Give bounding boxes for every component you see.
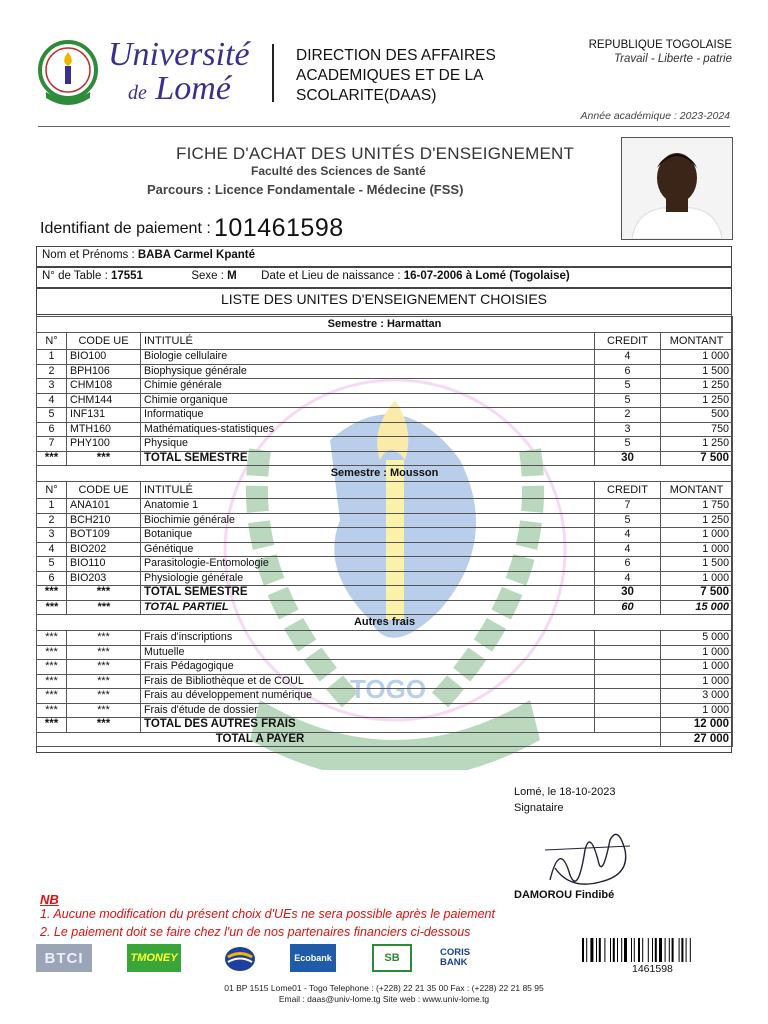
row-credit: 5 bbox=[595, 393, 661, 408]
row-code: PHY100 bbox=[67, 437, 141, 452]
republic-block bbox=[589, 38, 732, 66]
row-intitule: Chimie organique bbox=[141, 393, 595, 408]
total-code: *** bbox=[67, 586, 141, 601]
row-code: BPH106 bbox=[67, 364, 141, 379]
row-montant: 1 000 bbox=[661, 542, 733, 557]
col-no-header: N° bbox=[37, 333, 67, 350]
other-fees-title-row bbox=[37, 615, 733, 631]
row-montant: 1 000 bbox=[661, 350, 733, 365]
signataire-label: Signataire bbox=[514, 802, 564, 814]
row-intitule: Anatomie 1 bbox=[141, 499, 595, 514]
row-intitule: Physiologie générale bbox=[141, 571, 595, 586]
total-montant: 7 500 bbox=[661, 451, 733, 466]
fee-row bbox=[37, 645, 733, 660]
partner-btci-logo: BTCI bbox=[36, 944, 92, 972]
fee-code: *** bbox=[67, 660, 141, 675]
table-row bbox=[37, 379, 733, 394]
other-total-montant: 12 000 bbox=[661, 718, 733, 733]
row-code: BIO203 bbox=[67, 571, 141, 586]
row-intitule: Physique bbox=[141, 437, 595, 452]
fee-credit bbox=[595, 689, 661, 704]
table-header-row bbox=[37, 333, 733, 350]
table-header-row bbox=[37, 482, 733, 499]
fee-montant: 1 000 bbox=[661, 703, 733, 718]
table-row bbox=[37, 513, 733, 528]
signature-scribble bbox=[530, 820, 640, 900]
row-credit: 4 bbox=[595, 350, 661, 365]
total-no: *** bbox=[37, 451, 67, 466]
semester-title-row bbox=[37, 466, 733, 482]
row-no: 1 bbox=[37, 350, 67, 365]
footer-web: Email : daas@univ-lome.tg Site web : www.univ-lome.tg bbox=[278, 994, 490, 1004]
row-no: 4 bbox=[37, 393, 67, 408]
fee-credit bbox=[595, 703, 661, 718]
university-de: de bbox=[128, 82, 147, 104]
row-montant: 1 250 bbox=[661, 379, 733, 394]
other-fees-title: Autres frais bbox=[37, 615, 733, 631]
birth-label: Date et Lieu de naissance : bbox=[261, 270, 401, 282]
fee-code: *** bbox=[67, 674, 141, 689]
table-row bbox=[37, 499, 733, 514]
row-no: 1 bbox=[37, 499, 67, 514]
table-no: 17551 bbox=[110, 270, 143, 282]
fee-montant: 5 000 bbox=[661, 631, 733, 646]
fee-label: Frais au développement numérique bbox=[141, 689, 595, 704]
barcode-icon bbox=[582, 938, 730, 962]
fee-code: *** bbox=[67, 645, 141, 660]
col-credit-header: CREDIT bbox=[595, 482, 661, 499]
col-montant-header: MONTANT bbox=[661, 482, 733, 499]
university-line2: Lomé bbox=[155, 70, 231, 107]
fee-code: *** bbox=[67, 631, 141, 646]
fee-montant: 1 000 bbox=[661, 660, 733, 675]
university-name bbox=[108, 38, 250, 110]
header-rule bbox=[38, 126, 730, 127]
fee-row bbox=[37, 674, 733, 689]
other-total-code: *** bbox=[67, 718, 141, 733]
row-credit: 3 bbox=[595, 422, 661, 437]
table-no-label: N° de Table : bbox=[42, 270, 108, 282]
table-row bbox=[37, 350, 733, 365]
fee-label: Frais de Bibliothèque et de COUL bbox=[141, 674, 595, 689]
partial-code: *** bbox=[67, 600, 141, 615]
row-code: BOT109 bbox=[67, 528, 141, 543]
nb-line-1: 1. Aucune modification du présent choix d'UEs ne sera possible après le paiement bbox=[40, 907, 495, 921]
total-label: TOTAL SEMESTRE bbox=[141, 451, 595, 466]
row-code: ANA101 bbox=[67, 499, 141, 514]
row-montant: 500 bbox=[661, 408, 733, 423]
total-montant: 7 500 bbox=[661, 586, 733, 601]
row-intitule: Parasitologie-Entomologie bbox=[141, 557, 595, 572]
partner-tmoney-logo: TMONEY bbox=[127, 944, 181, 972]
col-code-header: CODE UE bbox=[67, 482, 141, 499]
table-row bbox=[37, 528, 733, 543]
nb-line-2: 2. Le paiement doit se faire chez l'un de nos partenaires financiers ci-dessous bbox=[40, 925, 471, 939]
fee-label: Frais d'inscriptions bbox=[141, 631, 595, 646]
fee-code: *** bbox=[67, 703, 141, 718]
faculty-name: Faculté des Sciences de Santé bbox=[251, 164, 426, 178]
fee-row bbox=[37, 631, 733, 646]
row-intitule: Mathématiques-statistiques bbox=[141, 422, 595, 437]
row-code: INF131 bbox=[67, 408, 141, 423]
fee-no: *** bbox=[37, 674, 67, 689]
footer-contact: 01 BP 1515 Lome01 - Togo Telephone : (+228) 22 21 35 00 Fax : (+228) 22 21 85 95 bbox=[224, 983, 544, 993]
university-line1: Université bbox=[108, 36, 250, 73]
ue-table bbox=[36, 316, 733, 747]
row-credit: 6 bbox=[595, 364, 661, 379]
row-credit: 6 bbox=[595, 557, 661, 572]
row-no: 3 bbox=[37, 528, 67, 543]
row-code: BIO110 bbox=[67, 557, 141, 572]
row-credit: 7 bbox=[595, 499, 661, 514]
table-row bbox=[37, 364, 733, 379]
row-montant: 1 250 bbox=[661, 437, 733, 452]
row-intitule: Informatique bbox=[141, 408, 595, 423]
row-montant: 750 bbox=[661, 422, 733, 437]
fee-label: Frais d'étude de dossier bbox=[141, 703, 595, 718]
row-credit: 5 bbox=[595, 513, 661, 528]
fee-no: *** bbox=[37, 631, 67, 646]
row-credit: 4 bbox=[595, 571, 661, 586]
partial-no: *** bbox=[37, 600, 67, 615]
table-row bbox=[37, 393, 733, 408]
fee-row bbox=[37, 689, 733, 704]
fee-montant: 1 000 bbox=[661, 645, 733, 660]
fee-credit bbox=[595, 674, 661, 689]
payment-id-label: Identifiant de paiement : bbox=[40, 220, 211, 237]
col-no-header: N° bbox=[37, 482, 67, 499]
nb-title: NB bbox=[40, 892, 59, 907]
fee-montant: 1 000 bbox=[661, 674, 733, 689]
row-no: 5 bbox=[37, 557, 67, 572]
row-intitule: Botanique bbox=[141, 528, 595, 543]
table-row bbox=[37, 557, 733, 572]
col-code-header: CODE UE bbox=[67, 333, 141, 350]
ue-list-title: LISTE DES UNITES D'ENSEIGNEMENT CHOISIES bbox=[220, 291, 548, 307]
fee-no: *** bbox=[37, 703, 67, 718]
partner-ecobank-logo: Ecobank bbox=[290, 944, 336, 972]
semester-total-row bbox=[37, 451, 733, 466]
program-name: Parcours : Licence Fondamentale - Médecine (FSS) bbox=[147, 182, 464, 197]
sex-value: M bbox=[227, 270, 237, 282]
fee-row bbox=[37, 660, 733, 675]
student-details-row bbox=[36, 267, 732, 288]
grand-total-label: TOTAL A PAYER bbox=[37, 732, 661, 747]
birth-value: 16-07-2006 à Lomé (Togolaise) bbox=[403, 270, 570, 282]
direction-title: DIRECTION DES AFFAIRES ACADEMIQUES ET DE LA SCOLARITE(DAAS) bbox=[296, 47, 496, 104]
partner-sb-logo: SB bbox=[372, 944, 412, 972]
academic-year: Année académique : 2023-2024 bbox=[580, 110, 730, 122]
row-montant: 1 250 bbox=[661, 513, 733, 528]
row-montant: 1 750 bbox=[661, 499, 733, 514]
row-intitule: Biophysique générale bbox=[141, 364, 595, 379]
fee-credit bbox=[595, 645, 661, 660]
col-montant-header: MONTANT bbox=[661, 333, 733, 350]
fee-label: Mutuelle bbox=[141, 645, 595, 660]
other-fees-total-row bbox=[37, 718, 733, 733]
document-title: FICHE D'ACHAT DES UNITÉS D'ENSEIGNEMENT bbox=[176, 144, 575, 163]
total-credit: 30 bbox=[595, 451, 661, 466]
row-credit: 2 bbox=[595, 408, 661, 423]
total-code: *** bbox=[67, 451, 141, 466]
table-row bbox=[37, 408, 733, 423]
col-intitule-header: INTITULÉ bbox=[141, 482, 595, 499]
row-credit: 5 bbox=[595, 379, 661, 394]
student-photo bbox=[621, 137, 733, 240]
fee-label: Frais Pédagogique bbox=[141, 660, 595, 675]
fee-no: *** bbox=[37, 660, 67, 675]
partial-credit: 60 bbox=[595, 600, 661, 615]
fee-credit bbox=[595, 631, 661, 646]
header-divider bbox=[272, 44, 274, 102]
row-code: CHM108 bbox=[67, 379, 141, 394]
row-no: 4 bbox=[37, 542, 67, 557]
row-code: BIO100 bbox=[67, 350, 141, 365]
row-intitule: Génétique bbox=[141, 542, 595, 557]
watermark-togo-text: TOGO bbox=[350, 674, 427, 704]
table-row bbox=[37, 422, 733, 437]
table-row bbox=[37, 542, 733, 557]
col-credit-header: CREDIT bbox=[595, 333, 661, 350]
semester-title: Semestre : Harmattan bbox=[37, 317, 733, 333]
total-credit: 30 bbox=[595, 586, 661, 601]
partner-coris-logo: CORIS BANK bbox=[440, 944, 498, 972]
row-credit: 4 bbox=[595, 542, 661, 557]
sex-label: Sexe : bbox=[191, 270, 224, 282]
partner-bank-circle-icon bbox=[220, 944, 260, 974]
table-row bbox=[37, 437, 733, 452]
barcode-number: 1461598 bbox=[632, 963, 673, 975]
fee-no: *** bbox=[37, 689, 67, 704]
fee-code: *** bbox=[67, 689, 141, 704]
semester-total-row bbox=[37, 586, 733, 601]
partial-montant: 15 000 bbox=[661, 600, 733, 615]
row-intitule: Chimie générale bbox=[141, 379, 595, 394]
table-row bbox=[37, 571, 733, 586]
row-no: 2 bbox=[37, 513, 67, 528]
row-credit: 4 bbox=[595, 528, 661, 543]
total-label: TOTAL SEMESTRE bbox=[141, 586, 595, 601]
row-code: MTH160 bbox=[67, 422, 141, 437]
signatory-name: DAMOROU Findibé bbox=[514, 889, 615, 901]
university-emblem-icon bbox=[36, 36, 100, 112]
row-no: 6 bbox=[37, 422, 67, 437]
grand-total-row bbox=[37, 732, 733, 747]
row-no: 3 bbox=[37, 379, 67, 394]
student-portrait-icon bbox=[622, 138, 732, 239]
ue-list-rule bbox=[36, 314, 732, 315]
grand-total-montant: 27 000 bbox=[661, 732, 733, 747]
row-montant: 1 000 bbox=[661, 571, 733, 586]
fee-montant: 3 000 bbox=[661, 689, 733, 704]
row-code: BIO202 bbox=[67, 542, 141, 557]
fee-credit bbox=[595, 660, 661, 675]
row-no: 6 bbox=[37, 571, 67, 586]
row-no: 2 bbox=[37, 364, 67, 379]
row-no: 5 bbox=[37, 408, 67, 423]
other-total-label: TOTAL DES AUTRES FRAIS bbox=[141, 718, 595, 733]
partial-total-row bbox=[37, 600, 733, 615]
row-no: 7 bbox=[37, 437, 67, 452]
fee-row bbox=[37, 703, 733, 718]
col-intitule-header: INTITULÉ bbox=[141, 333, 595, 350]
row-intitule: Biochimie générale bbox=[141, 513, 595, 528]
semester-title-row bbox=[37, 317, 733, 333]
republic-name: REPUBLIQUE TOGOLAISE bbox=[588, 39, 732, 51]
row-montant: 1 500 bbox=[661, 364, 733, 379]
row-montant: 1 500 bbox=[661, 557, 733, 572]
place-date: Lomé, le 18-10-2023 bbox=[514, 786, 616, 798]
row-credit: 5 bbox=[595, 437, 661, 452]
student-name-row bbox=[36, 246, 732, 267]
row-montant: 1 250 bbox=[661, 393, 733, 408]
total-no: *** bbox=[37, 586, 67, 601]
republic-motto: Travail - Liberte - patrie bbox=[613, 53, 732, 65]
partial-label: TOTAL PARTIEL bbox=[141, 600, 595, 615]
row-intitule: Biologie cellulaire bbox=[141, 350, 595, 365]
fee-no: *** bbox=[37, 645, 67, 660]
other-total-credit bbox=[595, 718, 661, 733]
semester-title: Semestre : Mousson bbox=[37, 466, 733, 482]
row-code: BCH210 bbox=[67, 513, 141, 528]
student-name-label: Nom et Prénoms : bbox=[42, 249, 135, 261]
other-total-no: *** bbox=[37, 718, 67, 733]
row-code: CHM144 bbox=[67, 393, 141, 408]
payment-id-value: 101461598 bbox=[214, 214, 344, 242]
student-name: BABA Carmel Kpanté bbox=[137, 249, 256, 261]
row-montant: 1 000 bbox=[661, 528, 733, 543]
